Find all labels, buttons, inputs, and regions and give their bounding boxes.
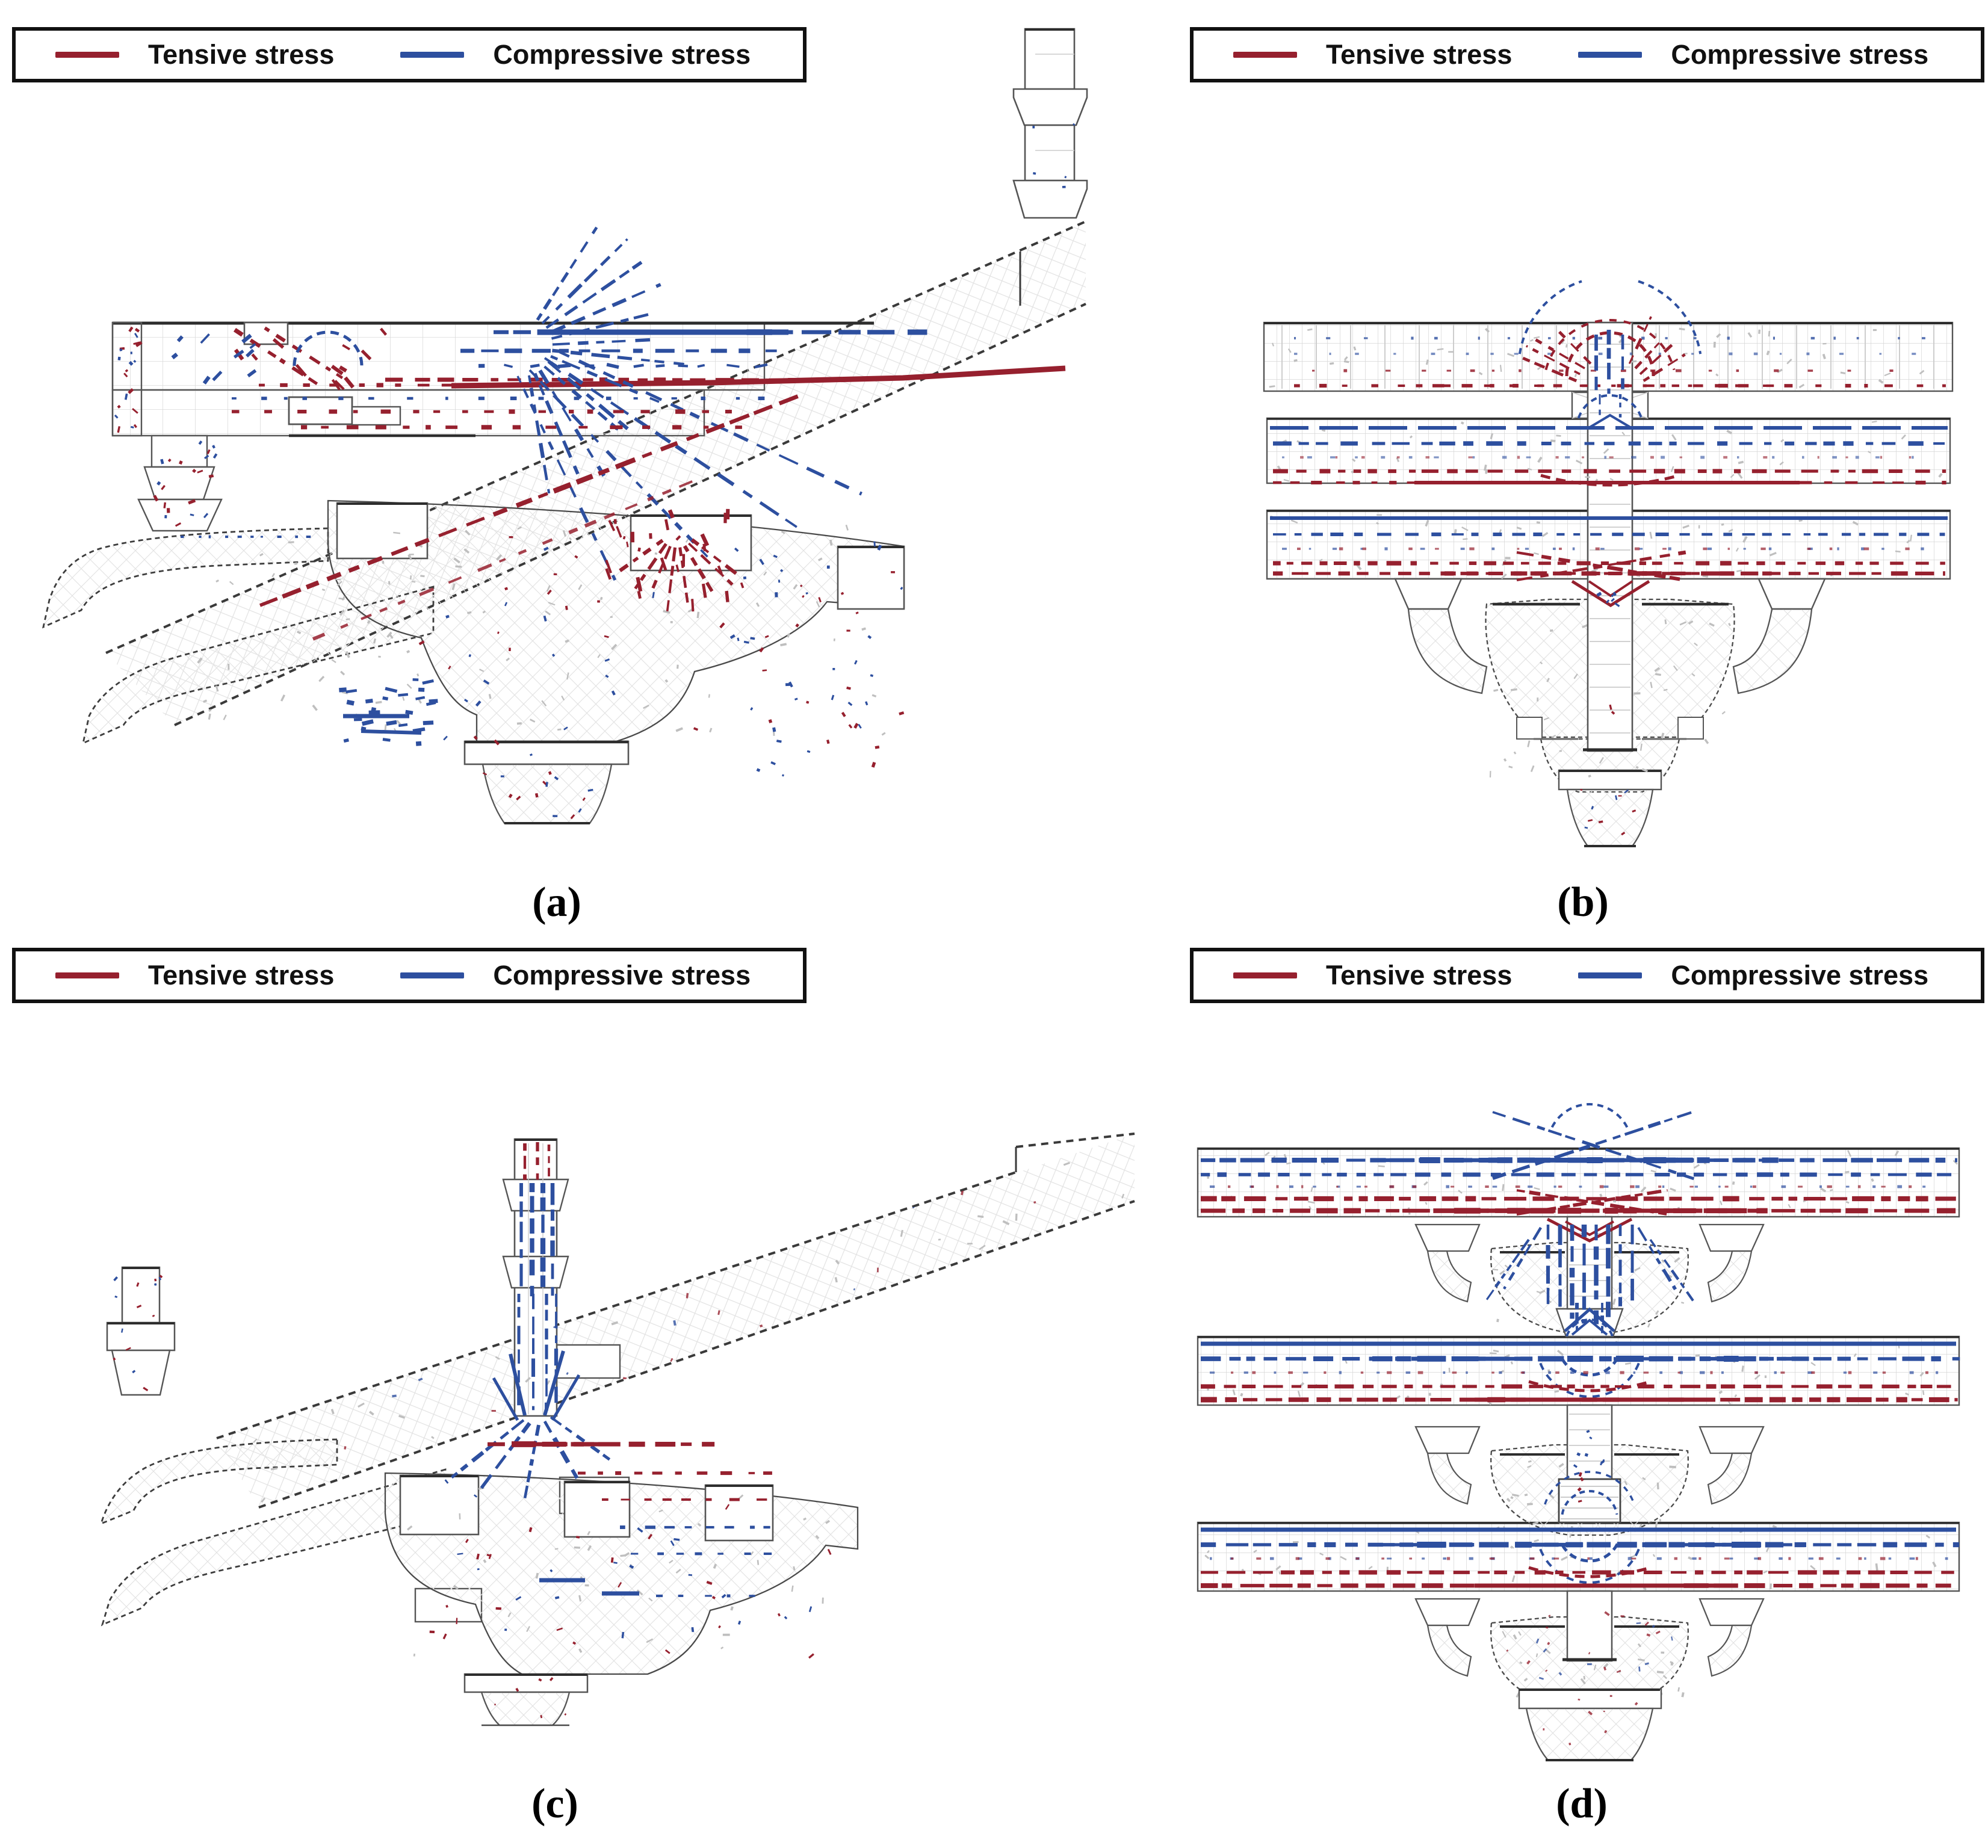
legend-panel-a: [12, 27, 807, 82]
compressive-legend-line: [400, 972, 464, 978]
tensive-legend-line: [55, 52, 119, 58]
panel-b-drawing: [1264, 281, 1952, 846]
compressive-legend-label: Compressive stress: [1671, 960, 1929, 990]
tensive-legend-line: [1233, 52, 1297, 58]
tensive-legend-label: Tensive stress: [148, 39, 335, 70]
tensive-legend-line: [55, 972, 119, 978]
compressive-legend-line: [1578, 972, 1642, 978]
tensive-legend-label: Tensive stress: [1326, 39, 1513, 70]
legend-panel-c: [12, 948, 807, 1003]
tensive-legend-label: Tensive stress: [1326, 960, 1513, 990]
panel-label-b: (b): [1557, 879, 1609, 926]
legend-panel-d: [1190, 948, 1984, 1003]
panel-a-drawing: [43, 29, 1087, 823]
panel-c-drawing: [101, 1134, 1135, 1725]
tensive-legend-line: [1233, 972, 1297, 978]
compressive-legend-line: [400, 52, 464, 58]
compressive-legend-label: Compressive stress: [1671, 39, 1929, 70]
panel-label-d: (d): [1556, 1781, 1608, 1827]
legend-panel-b: [1190, 27, 1984, 82]
tensive-legend-label: Tensive stress: [148, 960, 335, 990]
compressive-legend-line: [1578, 52, 1642, 58]
panel-label-c: (c): [531, 1781, 578, 1827]
compressive-legend-label: Compressive stress: [493, 39, 751, 70]
panel-label-a: (a): [532, 879, 581, 926]
panel-d-drawing: [1198, 1104, 1960, 1760]
compressive-legend-label: Compressive stress: [493, 960, 751, 990]
